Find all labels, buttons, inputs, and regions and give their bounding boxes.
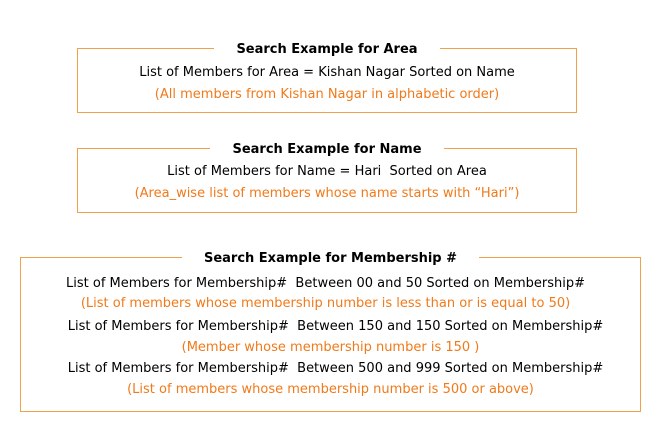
membership-note-1: (List of members whose membership number is less than or is equal to 50): [80, 296, 571, 311]
membership-query-3: List of Members for Membership# Between 500 and 999 Sorted on Membership#: [67, 361, 604, 376]
membership-note-3: (List of members whose membership number is 500 or above): [127, 382, 534, 397]
name-example-query: List of Members for Name = Hari Sorted on Area: [167, 164, 487, 179]
membership-example-box: [20, 251, 641, 412]
membership-example-title-wrap: [21, 249, 640, 265]
name-example-title-wrap: [78, 140, 576, 156]
name-example-title: Search Example for Name: [210, 142, 443, 157]
area-example-note: (All members from Kishan Nagar in alphabetic order): [154, 87, 500, 102]
area-example-box: [77, 42, 577, 113]
name-example-box: [77, 142, 577, 213]
membership-query-2: List of Members for Membership# Between 150 and 150 Sorted on Membership#: [67, 319, 604, 334]
membership-note-2: (Member whose membership number is 150 ): [181, 340, 480, 355]
area-example-query: List of Members for Area = Kishan Nagar Sorted on Name: [139, 65, 515, 80]
name-example-note: (Area_wise list of members whose name starts with “Hari”): [134, 186, 520, 201]
area-example-title-wrap: [78, 40, 576, 56]
membership-example-title: Search Example for Membership #: [182, 251, 479, 266]
area-example-title: Search Example for Area: [214, 42, 439, 57]
membership-query-1: List of Members for Membership# Between 00 and 50 Sorted on Membership#: [66, 276, 585, 291]
